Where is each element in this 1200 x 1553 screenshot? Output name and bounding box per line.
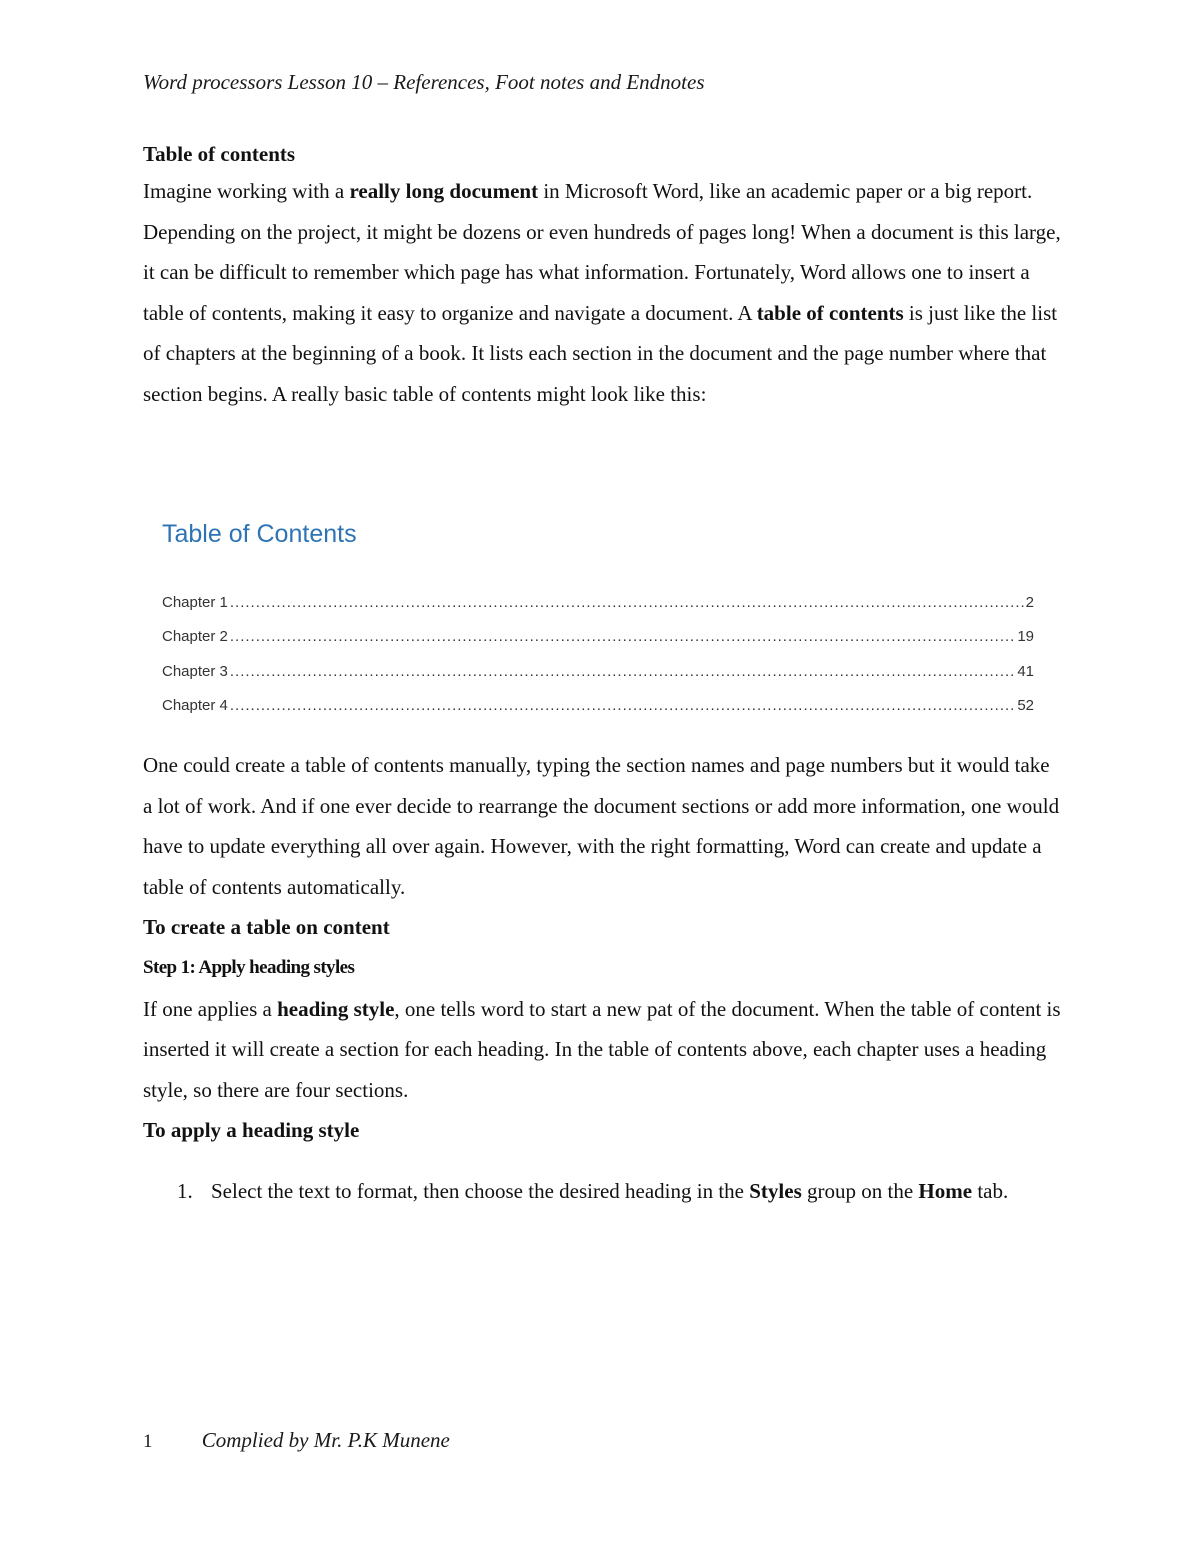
- create-toc-heading: To create a table on content: [143, 915, 390, 940]
- step1-heading: Step 1: Apply heading styles: [143, 956, 355, 978]
- toc-entry: [162, 689, 1034, 723]
- text-run: Select the text to format, then choose the desired heading in the: [211, 1178, 750, 1203]
- bold-text-run: really long document: [349, 179, 539, 203]
- steps-list: [143, 1171, 1063, 1212]
- bold-text-run: heading style: [277, 996, 395, 1021]
- toc-leader-dots: [230, 586, 1024, 620]
- toc-title: Table of Contents: [162, 520, 357, 548]
- manual-toc-paragraph: One could create a table of contents manually, typing the section names and page numbers but it would take a lot of work. And if one ever decide to rearrange the document sections or add more information, one would have to update everything all over again. However, with the right formatting, Word can create and update a table of contents automatically.: [143, 753, 1060, 899]
- toc-example: [162, 512, 1034, 724]
- toc-entries: [162, 562, 1034, 724]
- toc-leader-dots: [230, 620, 1015, 654]
- bold-text-run: Styles: [749, 1178, 802, 1203]
- page-number: 1: [143, 1431, 153, 1452]
- text-run: tab.: [972, 1178, 1009, 1203]
- toc-entry-page: 2: [1025, 594, 1034, 611]
- section-create-toc: [143, 745, 1063, 1212]
- toc-entry: [162, 586, 1034, 620]
- bold-text-run: Home: [918, 1178, 973, 1203]
- list-item: [143, 1171, 1063, 1212]
- toc-entry-page: 41: [1017, 662, 1034, 680]
- section-table-of-contents: [143, 139, 1063, 415]
- toc-entry-label: Chapter 3: [162, 662, 228, 680]
- list-item-text: [211, 1171, 1011, 1212]
- toc-leader-dots: [230, 689, 1015, 723]
- text-run: is just like the list of chapters at the beginning of a book. It lists each section in the document and the page number where that section begins. A really basic table of contents might look like this:: [143, 300, 1058, 406]
- text-run: If one applies a: [143, 996, 278, 1021]
- list-item-number: 1.: [177, 1178, 193, 1203]
- toc-entry: [162, 620, 1034, 654]
- toc-leader-dots: [230, 655, 1015, 689]
- toc-entry-label: Chapter 4: [162, 697, 228, 715]
- intro-paragraph: [143, 171, 1063, 415]
- page-footer: [143, 1428, 450, 1453]
- text-run: , one tells word to start a new pat of the document. When the table of content is inserted it will create a section for each heading. In the table of contents above, each chapter uses a heading style, so there are four sections.: [143, 996, 1061, 1102]
- text-run: in Microsoft Word, like an academic paper or a big report. Depending on the project, it might be dozens or even hundreds of pages long! When a document is this large, it can be difficult to remember which page has what information. Fortunately, Word allows one to insert a table of contents, making it easy to organize and navigate a document. A: [143, 179, 1061, 325]
- toc-entry-page: 52: [1017, 697, 1034, 715]
- toc-entry: [162, 655, 1034, 689]
- apply-heading-style-heading: To apply a heading style: [143, 1118, 360, 1143]
- toc-entry-label: Chapter 1: [162, 594, 228, 611]
- toc-entry-label: Chapter 2: [162, 628, 228, 646]
- heading-style-paragraph: [143, 989, 1063, 1111]
- section-heading: Table of contents: [143, 142, 296, 166]
- text-run: group on the: [801, 1178, 919, 1203]
- text-run: Imagine working with a: [143, 179, 350, 203]
- toc-entry-page: 19: [1017, 628, 1034, 646]
- bold-text-run: table of contents: [756, 300, 904, 325]
- footer-credit: Complied by Mr. P.K Munene: [201, 1428, 450, 1452]
- page-header: Word processors Lesson 10 – References, Foot notes and Endnotes: [143, 70, 705, 94]
